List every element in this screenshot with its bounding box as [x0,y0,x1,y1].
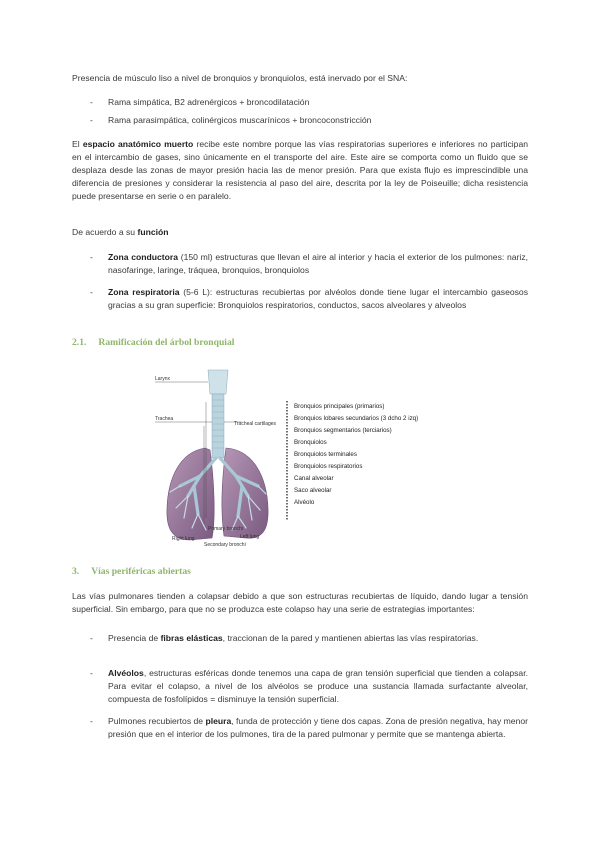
text: , funda de protección y tiene dos capas. Zona de presión negativa, hay menor presión que en el interior de los pulmones, tira de la pared pulmonar y permite que se mantenga abierta. [108,716,528,739]
zone-label: Bronquios segmentarios (terciarios) [294,427,392,434]
figure-label: Larynx [155,376,171,382]
larynx [208,370,228,394]
heading-title: Vías periféricas abiertas [91,566,191,577]
list-item [90,632,528,645]
list-dash: - [90,97,93,107]
bold-term: Zona respiratoria [108,287,180,297]
list-dash: - [90,633,93,643]
bronchial-tree-figure [150,368,450,554]
zones-list [294,403,418,506]
zone-label: Bronquiolos [294,439,327,446]
figure-label: Tracheal cartilages [234,421,277,427]
zone-label: Bronquios lobares secundarios (3 dcho 2 izq) [294,415,419,422]
text: De acuerdo a su [72,227,138,237]
list-dash: - [90,668,93,678]
list-dash: - [90,252,93,262]
heading-number: 2.1. [72,337,87,348]
list-dash: - [90,287,93,297]
text: recibe este nombre porque las vías respiratorias superiores e inferiores no participan en el intercambio de gases, sino únicamente en el transporte del aire. Este aire se comporta como un fluido que se desplaza desde las zonas de mayor presión hacia las de menor presión. Para que exista flujo es imprescindible una diferencia de presiones y considerar la resistencia al paso del aire, descrita por la ley de Poiseuille; dicha resistencia puede presentarse en serie o en paralelo. [72,139,529,201]
intro-paragraph: Presencia de músculo liso a nivel de bronquios y bronquiolos, está inervado por el SNA: [72,73,408,83]
list-item-text: Rama simpática, B2 adrenérgicos + broncodilatación [108,97,310,107]
text: El [72,139,83,149]
bold-term: fibras elásticas [160,633,223,643]
bold-term: Zona conductora [108,252,179,262]
section-heading-2-1 [72,337,234,348]
zone-label: Canal alveolar [294,475,334,482]
bold-term: pleura [205,716,232,726]
vias-intro-paragraph: Las vías pulmonares tienden a colapsar debido a que son estructuras recubiertas de líquido, dando lugar a tensión superficial. Sin embargo, para que no se produzca este colapso hay una serie de estrategias importantes: [72,591,528,614]
bold-term: espacio anatómico muerto [82,139,194,149]
list-dash: - [90,716,93,726]
zone-label: Bronquios principales (primarios) [294,403,385,410]
list-item [90,667,528,706]
list-item [90,114,528,127]
bold-term: Alvéolos [108,668,144,678]
funcion-intro [72,226,528,239]
list-item-text: (150 ml) estructuras que llevan el aire al interior y hacia el exterior de los pulmones: nariz, nasofaringe, laringe, tráquea, bronquios, bronquiolos [108,252,528,275]
text: , traccionan de la pared y mantienen abiertas las vías respiratorias. [222,633,479,643]
figure-label: Primary bronchi [208,526,244,532]
list-item [90,96,528,109]
zone-label: Alvéolo [294,499,315,506]
list-item-text: (5-6 L): estructuras recubiertas por alvéolos donde tiene lugar el intercambio gaseosos gracias a su gran superficie: Bronquiolos respiratorios, conductos, sacos alveolares y alveolos [108,287,528,310]
zone-label: Bronquiolos terminales [294,451,357,458]
espacio-muerto-paragraph [72,138,528,203]
figure-label: Left lung [240,534,260,540]
figure-label: Secondary bronchi [204,542,246,548]
text: , estructuras esféricas donde tenemos una capa de gran tensión superficial que tienden a colapsar. Para evitar el colapso, a nivel de los alvéolos se produce una sustancia llamada surfactante alveolar, compuesta de fosfolípidos = disminuye la tensión superficial. [108,668,528,704]
trachea [212,394,224,458]
text: Pulmones recubiertos de [108,716,206,726]
figure-label: Right lung [172,536,195,542]
list-item-text: Rama parasimpática, colinérgicos muscarínicos + broncoconstricción [108,115,372,125]
heading-title: Ramificación del árbol bronquial [98,337,235,348]
list-item [90,715,528,741]
list-dash: - [90,115,93,125]
bold-term: función [137,227,169,237]
zone-label: Bronquiolos respiratorios [294,463,363,470]
heading-number: 3. [72,566,80,577]
zone-label: Saco alveolar [294,487,332,494]
list-item [90,251,528,277]
list-item [90,286,528,312]
section-heading-3 [72,566,191,577]
text: Presencia de [108,633,161,643]
figure-label: Trachea [155,416,174,422]
